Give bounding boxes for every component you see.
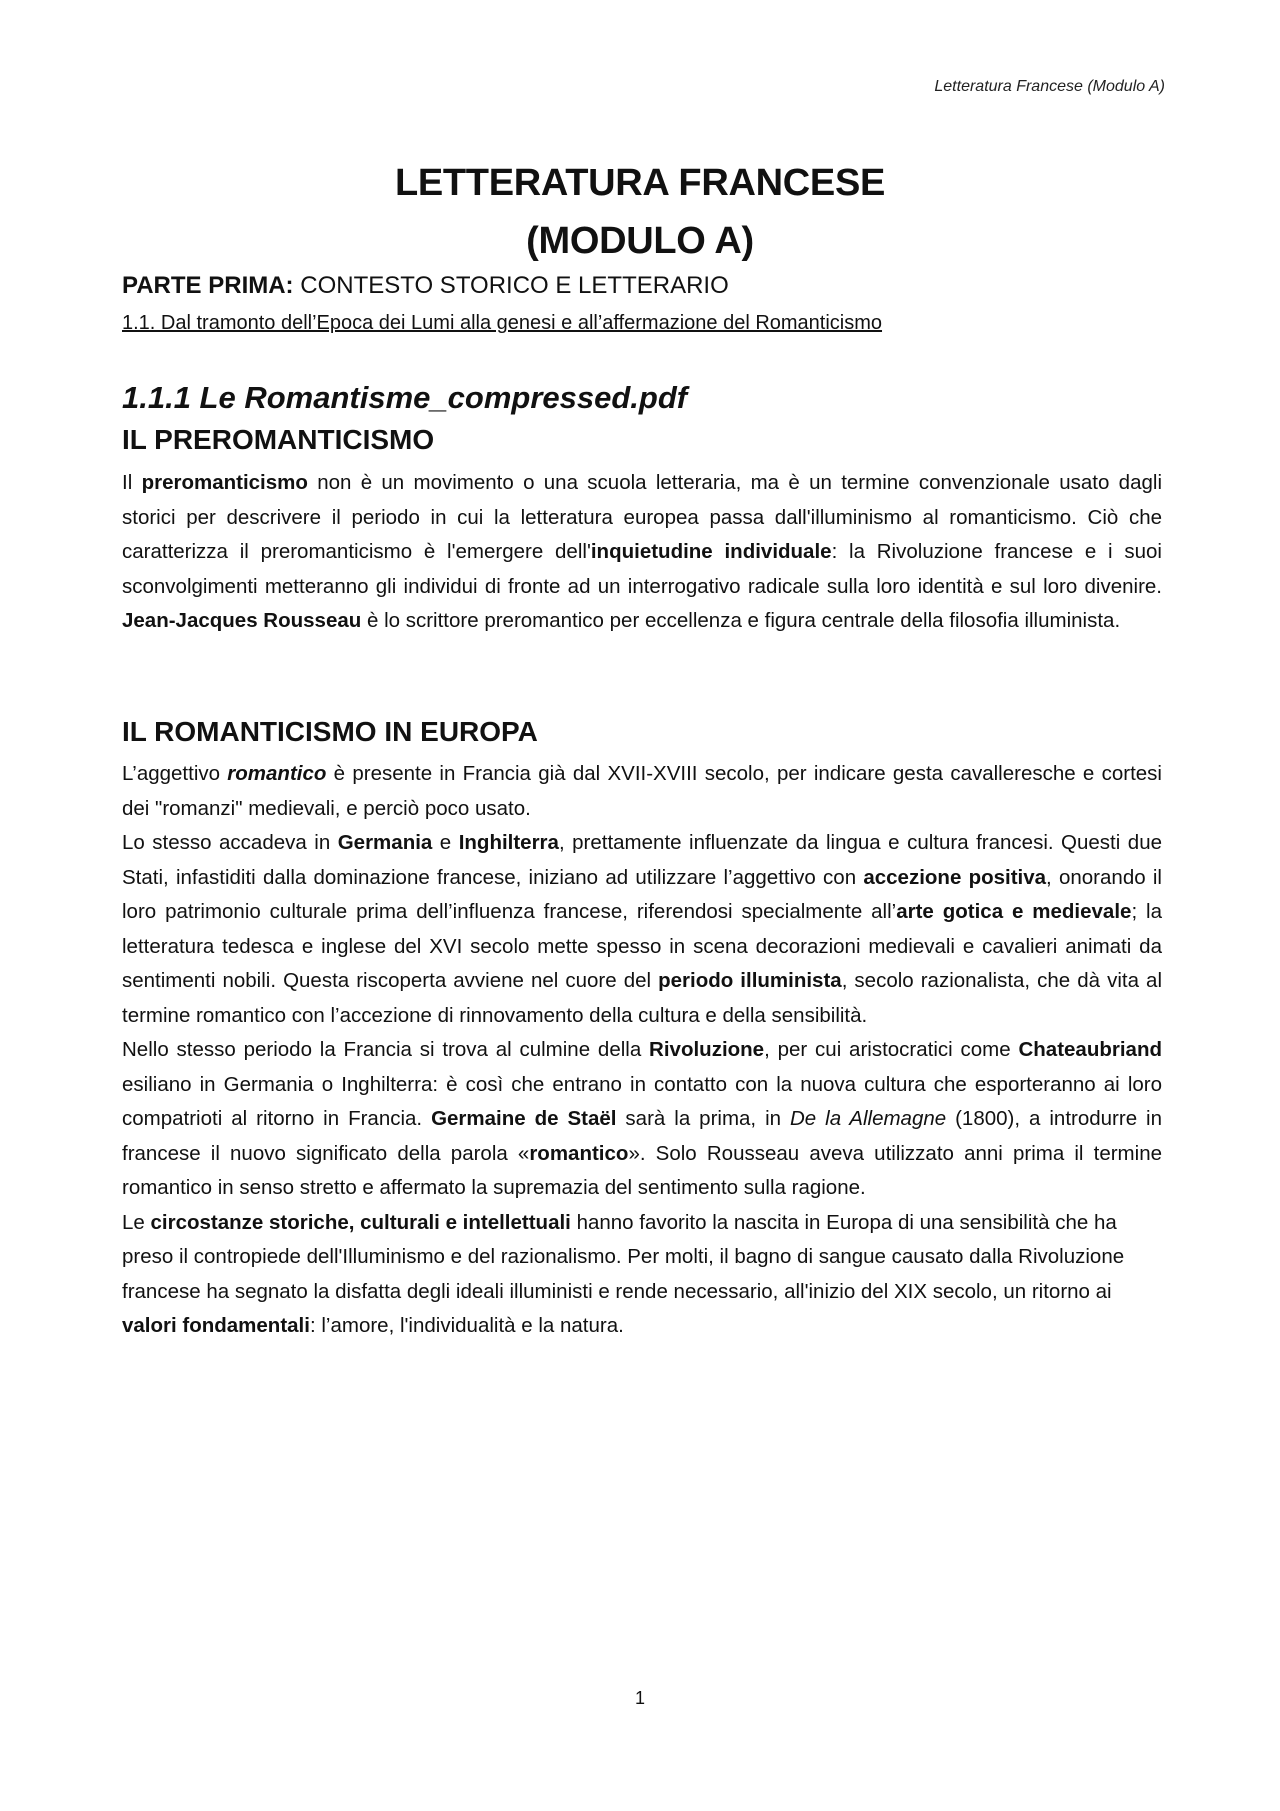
romanticism-body <box>122 757 1162 1344</box>
document-title <box>0 154 1280 270</box>
paragraph: Le circostanze storiche, culturali e intellettuali hanno favorito la nascita in Europa di una sensibilità che ha preso il contropiede dell'Illuminismo e del razionalismo. Per molti, il bagno di sangue causato dalla Rivoluzione francese ha segnato la disfatta degli ideali illuministi e rende necessario, all'inizio del XIX secolo, un ritorno ai valori fondamentali: l’amore, l'individualità e la natura. <box>122 1210 1125 1337</box>
part-text: CONTESTO STORICO E LETTERARIO <box>300 272 729 299</box>
page-number: 1 <box>634 1688 645 1708</box>
section-heading-preromanticism: IL PREROMANTICISMO <box>122 424 435 455</box>
paragraph: L’aggettivo romantico è presente in Francia già dal XVII-XVIII secolo, per indicare gesta cavalleresche e cortesi dei "romanzi" medievali, e perciò poco usato. <box>122 762 1162 820</box>
file-heading: 1.1.1 Le Romantisme_compressed.pdf <box>122 380 688 415</box>
part-label: PARTE PRIMA: <box>122 272 294 299</box>
part-heading <box>122 272 1162 300</box>
section-heading-romanticism: IL ROMANTICISMO IN EUROPA <box>122 716 538 747</box>
running-header: Letteratura Francese (Modulo A) <box>934 78 1165 95</box>
title-line-1: LETTERATURA FRANCESE <box>394 162 886 204</box>
paragraph: Nello stesso periodo la Francia si trova al culmine della Rivoluzione, per cui aristocratici come Chateaubriand esiliano in Germania o Inghilterra: è così che entrano in contatto con la nuova cultura che esporteranno ai loro compatrioti al ritorno in Francia. Germaine de Staël sarà la prima, in De la Allemagne (1800), a introdurre in francese il nuovo significato della parola «romantico». Solo Rousseau aveva utilizzato anni prima il termine romantico in senso stretto e affermato la supremazia del sentimento sulla ragione. <box>122 1038 1163 1199</box>
title-line-2: (MODULO A) <box>526 220 754 262</box>
paragraph: Lo stesso accadeva in Germania e Inghilterra, prettamente influenzate da lingua e cultura francesi. Questi due Stati, infastiditi dalla dominazione francese, iniziano ad utilizzare l’aggettivo con accezione positiva, onorando il loro patrimonio culturale prima dell’influenza francese, riferendosi specialmente all’arte gotica e medievale; la letteratura tedesca e inglese del XVI secolo mette spesso in scena decorazioni medievali e cavalieri animati da sentimenti nobili. Questa riscoperta avviene nel cuore del periodo illuminista, secolo razionalista, che dà vita al termine romantico con l’accezione di rinnovamento della cultura e della sensibilità. <box>122 831 1162 1027</box>
preromanticism-body <box>122 466 1162 639</box>
subsection-heading: 1.1. Dal tramonto dell’Epoca dei Lumi alla genesi e all’affermazione del Romanticismo <box>122 312 883 334</box>
paragraph: Il preromanticismo non è un movimento o una scuola letteraria, ma è un termine convenzionale usato dagli storici per descrivere il periodo in cui la letteratura europea passa dall'illuminismo al romanticismo. Ciò che caratterizza il preromanticismo è l'emergere dell'inquietudine individuale: la Rivoluzione francese e i suoi sconvolgimenti metteranno gli individui di fronte ad un interrogativo radicale sulla loro identità e sul loro divenire. Jean-Jacques Rousseau è lo scrittore preromantico per eccellenza e figura centrale della filosofia illuminista. <box>122 471 1162 632</box>
